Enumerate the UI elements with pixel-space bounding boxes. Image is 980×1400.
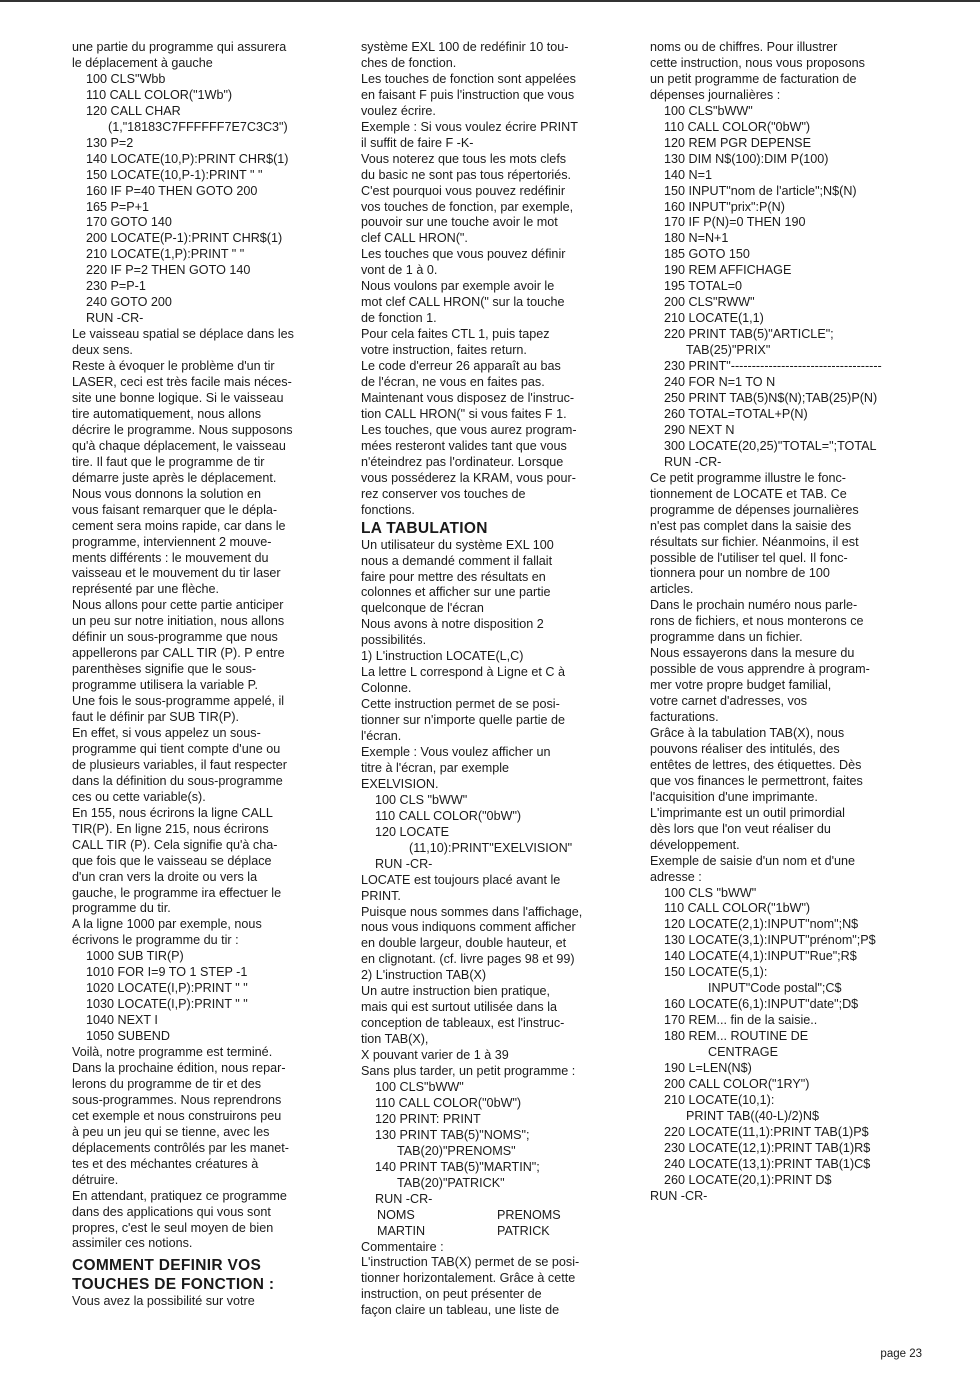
code-line: 140 N=1 <box>664 167 712 182</box>
text-line: site une bonne logique. Si le vaisseau <box>72 390 284 405</box>
text-line: de plusieurs variables, il faut respecter <box>72 757 287 772</box>
code-line: 130 P=2 <box>86 135 134 150</box>
code-line: 220 PRINT TAB(5)"ARTICLE"; <box>664 327 834 342</box>
output-row <box>361 1224 631 1240</box>
text-line: instruction, on peut présenter de <box>361 1287 542 1302</box>
text-line: quelconque de l'écran <box>361 601 484 616</box>
text-line: propres, c'est le seul moyen de bien <box>72 1220 274 1235</box>
text-line: façon claire un tableau, une liste de <box>361 1303 560 1318</box>
text-line: n'est pas complet dans la saisie des <box>650 518 852 533</box>
page-number: page 23 <box>880 1348 922 1360</box>
text-line: noms ou de chiffres. Pour illustrer <box>650 40 838 54</box>
code-line: 140 LOCATE(10,P):PRINT CHR$(1) <box>86 151 289 166</box>
text-line: rez conserver vos touches de <box>361 486 526 501</box>
code-line: 190 L=LEN(N$) <box>664 1061 752 1075</box>
text-line: Nous voulons par exemple avoir le <box>361 279 555 294</box>
text-line: A la ligne 1000 par exemple, nous <box>72 917 262 932</box>
text-line: La lettre L correspond à Ligne et C à <box>361 665 565 680</box>
code-line: 1000 SUB TIR(P) <box>86 949 184 964</box>
text-line: programme de dépenses journalières <box>650 502 859 517</box>
text-line: Grâce à la tabulation TAB(X), nous <box>650 725 845 740</box>
text-line: deux sens. <box>72 343 133 358</box>
text-line: que vos finances le permettront, faites <box>650 773 863 788</box>
text-line: Les touches, que vous aurez program- <box>361 422 577 437</box>
code-line: RUN -CR- <box>375 856 433 871</box>
text-line: programme qui tient compte d'une ou <box>72 741 281 756</box>
text-line: Le vaisseau spatial se déplace dans les <box>72 327 294 342</box>
code-line: 260 TOTAL=TOTAL+P(N) <box>664 406 808 421</box>
text-line: un petit programme de facturation de <box>650 71 857 86</box>
text-line: déplacements contrôlés par les manet- <box>72 1140 290 1155</box>
text-line: ces ou cette variable(s). <box>72 789 206 804</box>
text-line: dès lors que l'on veut réaliser du <box>650 821 831 836</box>
text-line: dépenses journalières : <box>650 87 781 102</box>
text-line: votre carnet d'adresses, vos <box>650 694 808 709</box>
code-line: 1050 SUBEND <box>86 1029 170 1044</box>
code-line: 195 TOTAL=0 <box>664 279 743 294</box>
text-line: tion CALL HRON(" si vous faites F 1. <box>361 406 567 421</box>
code-line: 1040 NEXT I <box>86 1013 158 1028</box>
text-line: le déplacement à gauche <box>72 55 213 70</box>
text-line: Vous noterez que tous les mots clefs <box>361 151 567 166</box>
text-line: nous vous indiquons comment afficher <box>361 920 576 935</box>
code-line: 120 LOCATE(2,1):INPUT"nom";N$ <box>664 917 859 932</box>
text-line: définir un sous-programme que nous <box>72 630 278 645</box>
code-line: 200 LOCATE(P-1):PRINT CHR$(1) <box>86 231 283 246</box>
text-line: Les touches que vous pouvez définir <box>361 247 566 262</box>
section-heading: COMMENT DEFINIR VOS <box>72 1257 262 1275</box>
code-line: 110 CALL COLOR("0bW") <box>664 119 811 134</box>
text-line: tionnera pour un nombre de 100 <box>650 566 830 581</box>
text-line: Exemple de saisie d'un nom et d'une <box>650 853 856 868</box>
text-line: titre à l'écran, par exemple <box>361 760 510 775</box>
text-line: programme utilisera la variable P. <box>72 678 258 693</box>
text-line: En effet, si vous appelez un sous- <box>72 725 261 740</box>
text-line: fonctions. <box>361 502 415 517</box>
text-line: vous faisant remarquer que le dépla- <box>72 502 278 517</box>
text-line: Pour cela faites CTL 1, puis tapez <box>361 327 550 342</box>
text-line: voulez écrire. <box>361 103 436 118</box>
code-line: 100 CLS"bWW" <box>375 1080 464 1094</box>
output-cell: PATRICK <box>497 1223 550 1238</box>
code-line: 210 LOCATE(1,P):PRINT " " <box>86 247 245 262</box>
text-line: Ce petit programme illustre le fonc- <box>650 470 846 485</box>
text-line: du basic ne sont pas tous répertoriés. <box>361 167 572 182</box>
code-line: 130 LOCATE(3,1):INPUT"prénom";P$ <box>664 933 876 948</box>
text-line: vous posséderez la KRAM, vous pour- <box>361 470 576 485</box>
text-line: possibilités. <box>361 633 427 648</box>
code-line: INPUT"Code postal";C$ <box>708 981 842 996</box>
text-line: d'un cran vers la droite ou vers la <box>72 869 258 884</box>
text-line: vaisseau et le mouvement du tir laser <box>72 566 281 581</box>
text-line: colonnes et afficher sur une partie <box>361 585 551 600</box>
text-line: Nous avons à notre disposition 2 <box>361 617 544 632</box>
code-line: 150 LOCATE(10,P-1):PRINT " " <box>86 167 263 182</box>
text-line: faire pour mettre des résultats en <box>361 569 546 584</box>
text-line: facturations. <box>650 710 719 725</box>
code-line: RUN -CR- <box>375 1191 433 1206</box>
code-line: 230 PRINT"------------------------------------ <box>664 359 882 374</box>
code-line: 290 NEXT N <box>664 422 735 437</box>
text-line: une partie du programme qui assurera <box>72 40 287 54</box>
text-line: tionnement de LOCATE et TAB. Ce <box>650 486 847 501</box>
code-line: TAB(25)"PRIX" <box>686 343 771 358</box>
text-line: adresse : <box>650 869 702 884</box>
text-line: assimiler ces notions. <box>72 1236 193 1251</box>
text-line: sous-programmes. Nous reprendrons <box>72 1092 282 1107</box>
text-line: Nous vous donnons la solution en <box>72 486 262 501</box>
code-line: 240 GOTO 200 <box>86 295 172 310</box>
code-line: 130 DIM N$(100):DIM P(100) <box>664 151 829 166</box>
text-line: à peu un jeu qui se tienne, avec les <box>72 1124 270 1139</box>
text-line: CALL TIR (P). Cela signifie qu'à cha- <box>72 837 278 852</box>
code-line: 160 LOCATE(6,1):INPUT"date";D$ <box>664 997 859 1012</box>
text-line: L'instruction TAB(X) permet de se posi- <box>361 1255 580 1270</box>
code-line: 260 LOCATE(20,1):PRINT D$ <box>664 1172 832 1187</box>
code-line: 160 INPUT"prix":P(N) <box>664 199 785 214</box>
text-line: tion TAB(X), <box>361 1032 429 1047</box>
text-line: clef CALL HRON(". <box>361 231 468 246</box>
code-line: 120 PRINT: PRINT <box>375 1111 481 1126</box>
text-line: Les touches de fonction sont appelées <box>361 71 576 86</box>
text-line: appellerons par CALL TIR (P). P entre <box>72 646 285 661</box>
text-line: tionner horizontalement. Grâce à cette <box>361 1271 576 1286</box>
code-line: 170 GOTO 140 <box>86 215 172 230</box>
text-line: programme dans un fichier. <box>650 630 803 645</box>
text-line: en double largeur, double hauteur, et <box>361 936 567 951</box>
text-line: mer votre propre budget familial, <box>650 678 832 693</box>
text-line: Colonne. <box>361 681 412 696</box>
code-line: 180 N=N+1 <box>664 231 729 246</box>
code-line: (1,"18183C7FFFFFF7E7C3C3") <box>108 119 288 134</box>
text-line: tire. Il faut que le programme de tir <box>72 454 265 469</box>
text-line: cement sera moins rapide, car dans le <box>72 518 286 533</box>
code-line: 110 CALL COLOR("1Wb") <box>86 87 233 102</box>
text-line: cet exemple et nous construirons peu <box>72 1108 282 1123</box>
section-heading: TOUCHES DE FONCTION : <box>72 1276 275 1294</box>
text-line: développement. <box>650 837 740 852</box>
code-line: 150 LOCATE(5,1): <box>664 965 768 980</box>
text-line: Voilà, notre programme est terminé. <box>72 1045 273 1060</box>
code-line: 180 REM... ROUTINE DE <box>664 1029 809 1044</box>
code-line: 250 PRINT TAB(5)N$(N);TAB(25)P(N) <box>664 390 878 405</box>
column-3 <box>650 40 922 1205</box>
section-heading: LA TABULATION <box>361 519 488 537</box>
text-line: C'est pourquoi vous pouvez redéfinir <box>361 183 566 198</box>
text-line: il suffit de faire F -K- <box>361 135 474 150</box>
code-line: 240 LOCATE(13,1):PRINT TAB(1)C$ <box>664 1156 871 1171</box>
text-line: mées resteront valides tant que vous <box>361 438 567 453</box>
text-line: décrire le programme. Nous supposons <box>72 422 293 437</box>
text-line: tes et des méchantes créatures à <box>72 1156 259 1171</box>
text-line: Maintenant vous disposez de l'instruc- <box>361 390 575 405</box>
text-line: l'acquisition d'une imprimante. <box>650 789 818 804</box>
code-line: TAB(20)"PRENOMS" <box>397 1143 516 1158</box>
text-line: Exemple : Si vous voulez écrire PRINT <box>361 119 578 134</box>
text-line: cette instruction, nous vous proposons <box>650 55 865 70</box>
text-line: Exemple : Vous voulez afficher un <box>361 744 551 759</box>
text-line: nous a demandé comment il fallait <box>361 553 553 568</box>
text-line: dans la définition du sous-programme <box>72 773 283 788</box>
text-line: démarre juste après le déplacement. <box>72 470 277 485</box>
text-line: programme du tir. <box>72 901 171 916</box>
text-line: En attendant, pratiquez ce programme <box>72 1188 287 1203</box>
code-line: RUN -CR- <box>650 1188 708 1203</box>
text-line: programme, interviennent 2 mouve- <box>72 534 272 549</box>
text-line: écrivons le programme du tir : <box>72 933 239 948</box>
output-cell: PRENOMS <box>497 1207 561 1222</box>
code-line: 300 LOCATE(20,25)"TOTAL=";TOTAL <box>664 438 877 453</box>
text-line: détruire. <box>72 1172 119 1187</box>
code-line: 240 FOR N=1 TO N <box>664 375 776 390</box>
text-line: 2) L'instruction TAB(X) <box>361 968 487 983</box>
code-line: 110 CALL COLOR("1bW") <box>664 901 811 916</box>
code-line: 100 CLS "bWW" <box>664 885 757 900</box>
code-line: 210 LOCATE(10,1): <box>664 1092 775 1107</box>
code-line: 230 LOCATE(12,1):PRINT TAB(1)R$ <box>664 1140 871 1155</box>
text-line: Reste à évoquer le problème d'un tir <box>72 359 275 374</box>
code-line: 1030 LOCATE(I,P):PRINT " " <box>86 997 248 1012</box>
code-line: 110 CALL COLOR("0bW") <box>375 808 522 823</box>
code-line: 165 P=P+1 <box>86 199 150 214</box>
text-line: de fonction 1. <box>361 311 437 326</box>
text-line: entêtes de lettres, des étiquettes. Dès <box>650 757 862 772</box>
text-line: votre instruction, faites return. <box>361 343 527 358</box>
text-line: PRINT. <box>361 888 401 903</box>
code-line: 170 IF P(N)=0 THEN 190 <box>664 215 806 230</box>
code-line: 210 LOCATE(1,1) <box>664 311 764 326</box>
text-line: conception de tableaux, est l'instruc- <box>361 1016 565 1031</box>
code-line: 120 REM PGR DEPENSE <box>664 135 811 150</box>
text-line: LASER, ceci est très facile mais néces- <box>72 375 292 390</box>
text-line: gauche, le programme ira effectuer le <box>72 885 282 900</box>
code-line: (11,10):PRINT"EXELVISION" <box>409 840 573 855</box>
text-line: tionner sur n'importe quelle partie de <box>361 713 566 728</box>
code-line: 140 PRINT TAB(5)"MARTIN"; <box>375 1159 540 1174</box>
code-line: 100 CLS "bWW" <box>375 792 468 807</box>
code-line: 185 GOTO 150 <box>664 247 750 262</box>
text-line: Dans la prochaine édition, nous repar- <box>72 1061 286 1075</box>
code-line: 220 LOCATE(11,1):PRINT TAB(1)P$ <box>664 1124 869 1139</box>
code-line: CENTRAGE <box>708 1045 778 1060</box>
text-line: de l'écran, ne vous en faites pas. <box>361 375 545 390</box>
text-line: EXELVISION. <box>361 776 439 791</box>
output-cell: MARTIN <box>377 1223 426 1238</box>
text-line: L'imprimante est un outil primordial <box>650 805 845 820</box>
code-line: 100 CLS"bWW" <box>664 103 753 118</box>
text-line: LOCATE est toujours placé avant le <box>361 872 561 887</box>
text-line: Puisque nous sommes dans l'affichage, <box>361 904 583 919</box>
text-line: mot clef CALL HRON(" sur la touche <box>361 295 565 310</box>
text-line: qu'à chaque déplacement, le vaisseau <box>72 438 286 453</box>
text-line: pouvoir sur une touche avoir le mot <box>361 215 558 230</box>
text-line: tire automatiquement, nous allons <box>72 406 262 421</box>
text-line: Le code d'erreur 26 apparaît au bas <box>361 359 561 374</box>
text-line: Une fois le sous-programme appelé, il <box>72 694 285 709</box>
text-line: n'éteindrez pas l'ordinateur. Lorsque <box>361 454 564 469</box>
code-line: 160 IF P=40 THEN GOTO 200 <box>86 183 258 198</box>
text-line: possible de l'utiliser tel quel. Il fonc- <box>650 550 848 565</box>
text-line: Nous essayerons dans la mesure du <box>650 646 855 661</box>
code-line: 200 CLS"RWW" <box>664 295 755 310</box>
code-line: TAB(20)"PATRICK" <box>397 1175 505 1190</box>
code-line: 1010 FOR I=9 TO 1 STEP -1 <box>86 965 248 980</box>
text-line: vos touches de fonction, par exemple, <box>361 199 574 214</box>
text-line: en clignotant. (cf. livre pages 98 et 99) <box>361 952 575 967</box>
text-line: articles. <box>650 582 694 597</box>
code-line: 120 CALL CHAR <box>86 103 181 118</box>
text-line: Cette instruction permet de se posi- <box>361 697 560 712</box>
text-line: pouvons réaliser des intitulés, des <box>650 741 840 756</box>
output-row <box>361 1208 631 1224</box>
text-line: Dans le prochain numéro nous parle- <box>650 598 858 613</box>
code-line: RUN -CR- <box>86 311 144 326</box>
text-line: en faisant F puis l'instruction que vous <box>361 87 575 102</box>
text-line: Sans plus tarder, un petit programme : <box>361 1064 576 1079</box>
code-line: PRINT TAB((40-L)/2)N$ <box>686 1108 819 1123</box>
text-line: possible de vous apprendre à program- <box>650 662 870 677</box>
text-line: représenté par une flèche. <box>72 582 220 597</box>
code-line: 110 CALL COLOR("0bW") <box>375 1095 522 1110</box>
text-line: Commentaire : <box>361 1239 444 1254</box>
text-line: dans des applications qui vous sont <box>72 1204 271 1219</box>
code-line: RUN -CR- <box>664 454 722 469</box>
code-line: 1020 LOCATE(I,P):PRINT " " <box>86 981 248 996</box>
text-line: faut le définir par SUB TIR(P). <box>72 710 240 725</box>
top-rule <box>0 0 980 2</box>
code-line: 120 LOCATE <box>375 824 449 839</box>
text-line: TIR(P). En ligne 215, nous écrirons <box>72 821 269 836</box>
column-1 <box>72 40 340 1310</box>
text-line: résultats sur fichier. Néanmoins, il est <box>650 534 859 549</box>
code-line: 190 REM AFFICHAGE <box>664 263 792 278</box>
text-line: système EXL 100 de redéfinir 10 tou- <box>361 40 569 54</box>
code-line: 150 INPUT"nom de l'article";N$(N) <box>664 183 857 198</box>
text-line: l'écran. <box>361 729 402 744</box>
code-line: 220 IF P=2 THEN GOTO 140 <box>86 263 251 278</box>
code-line: 230 P=P-1 <box>86 279 146 294</box>
text-line: ches de fonction. <box>361 55 457 70</box>
text-line: Un autre instruction bien pratique, <box>361 984 551 999</box>
text-line: un peu sur notre initiation, nous allons <box>72 614 285 629</box>
text-line: Un utilisateur du système EXL 100 <box>361 537 554 552</box>
text-line: que fois que le vaisseau se déplace <box>72 853 272 868</box>
code-line: 100 CLS"Wbb <box>86 71 166 86</box>
text-line: X pouvant varier de 1 à 39 <box>361 1048 509 1063</box>
text-line: Vous avez la possibilité sur votre <box>72 1294 255 1309</box>
text-line: lerons du programme de tir et des <box>72 1076 261 1091</box>
code-line: 200 CALL COLOR("1RY") <box>664 1076 810 1091</box>
text-line: rons de fichiers, et nous monterons ce <box>650 614 864 629</box>
text-line: Nous allons pour cette partie anticiper <box>72 598 284 613</box>
code-line: 140 LOCATE(4,1):INPUT"Rue";R$ <box>664 949 857 964</box>
column-2 <box>361 40 631 1319</box>
text-line: ments différents : le mouvement du <box>72 550 269 565</box>
text-line: mais qui est surtout utilisée dans la <box>361 1000 558 1015</box>
output-cell: NOMS <box>377 1207 415 1222</box>
text-line: 1) L'instruction LOCATE(L,C) <box>361 649 524 664</box>
text-line: En 155, nous écrirons la ligne CALL <box>72 805 273 820</box>
code-line: 170 REM... fin de la saisie.. <box>664 1013 818 1028</box>
code-line: 130 PRINT TAB(5)"NOMS"; <box>375 1127 530 1142</box>
text-line: vont de 1 à 0. <box>361 263 438 278</box>
text-line: parenthèses signifie que le sous- <box>72 662 257 677</box>
